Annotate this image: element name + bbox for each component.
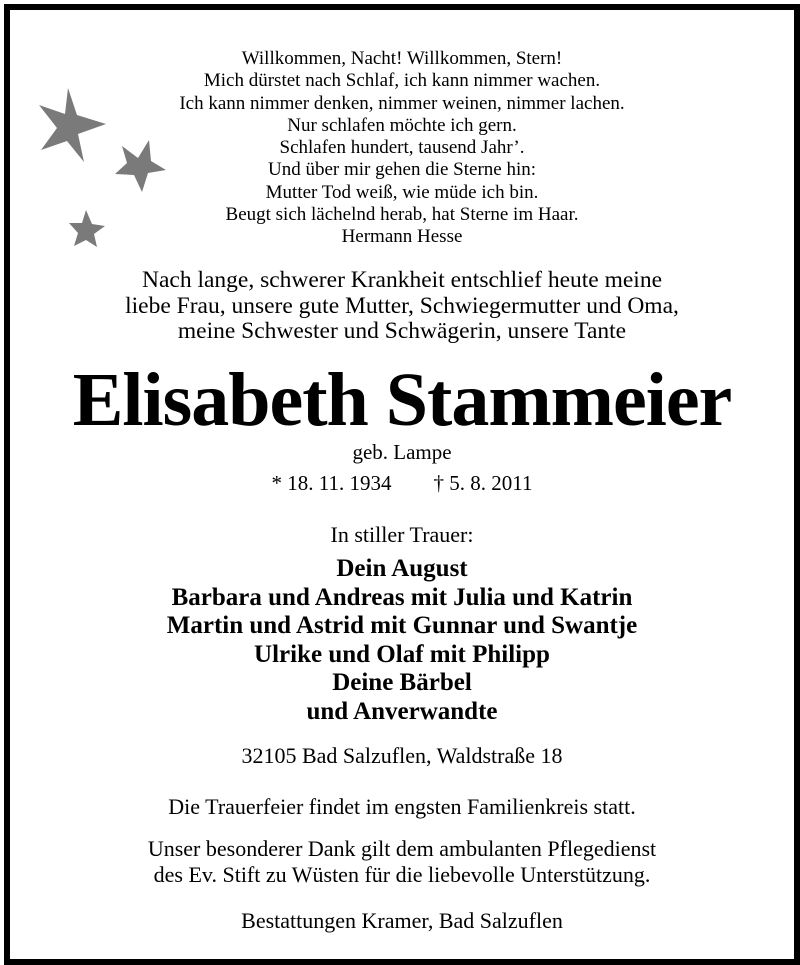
poem-line: Willkommen, Nacht! Willkommen, Stern! — [241, 48, 563, 69]
birth-date: * 18. 11. 1934 — [271, 471, 392, 495]
mourner-line: und Anverwandte — [306, 697, 498, 725]
intro-text — [10, 268, 794, 345]
poem-line: Mich dürstet nach Schlaf, ich kann nimmer wachen. — [203, 70, 601, 92]
birth-name: geb. Lampe — [352, 440, 452, 464]
poem-line: Beugt sich lächelnd herab, hat Sterne im Haar. — [225, 204, 579, 226]
mourning-heading: In stiller Trauer: — [330, 522, 474, 547]
thanks-line: des Ev. Stift zu Wüsten für die liebevolle Unterstützung. — [153, 862, 651, 887]
poem-author: Hermann Hesse — [341, 226, 463, 248]
ceremony-note: Die Trauerfeier findet im engsten Familienkreis statt. — [168, 794, 636, 819]
poem-line: Nur schlafen möchte ich gern. — [287, 114, 517, 136]
thanks-note — [10, 836, 794, 888]
intro-line: meine Schwester und Schwägerin, unsere Tante — [177, 318, 627, 344]
poem-line: Und über mir gehen die Sterne hin: — [267, 159, 537, 181]
poem-line: Ich kann nimmer denken, nimmer weinen, nimmer lachen. — [179, 92, 625, 114]
poem — [10, 48, 794, 249]
life-dates — [10, 471, 794, 495]
mourners-list — [10, 555, 794, 726]
death-date: † 5. 8. 2011 — [433, 471, 533, 495]
thanks-line: Unser besonderer Dank gilt dem ambulanten Pflegedienst — [147, 836, 657, 861]
obituary-frame — [4, 4, 800, 965]
intro-line: liebe Frau, unsere gute Mutter, Schwiegermutter und Oma, — [125, 292, 679, 319]
mourner-line: Dein August — [336, 555, 468, 582]
mourner-line: Martin und Astrid mit Gunnar und Swantje — [166, 612, 638, 639]
mourner-line: Deine Bärbel — [332, 669, 472, 696]
deceased-name: Elisabeth Stammeier — [72, 358, 732, 442]
poem-line: Mutter Tod weiß, wie müde ich bin. — [265, 181, 539, 203]
address: 32105 Bad Salzuflen, Waldstraße 18 — [241, 743, 563, 768]
poem-line: Schlafen hundert, tausend Jahr’. — [279, 137, 525, 159]
intro-line: Nach lange, schwerer Krankheit entschlief heute meine — [141, 267, 663, 293]
mourner-line: Barbara und Andreas mit Julia und Katrin — [171, 583, 633, 611]
undertaker: Bestattungen Kramer, Bad Salzuflen — [241, 908, 563, 933]
mourner-line: Ulrike und Olaf mit Philipp — [254, 640, 550, 668]
